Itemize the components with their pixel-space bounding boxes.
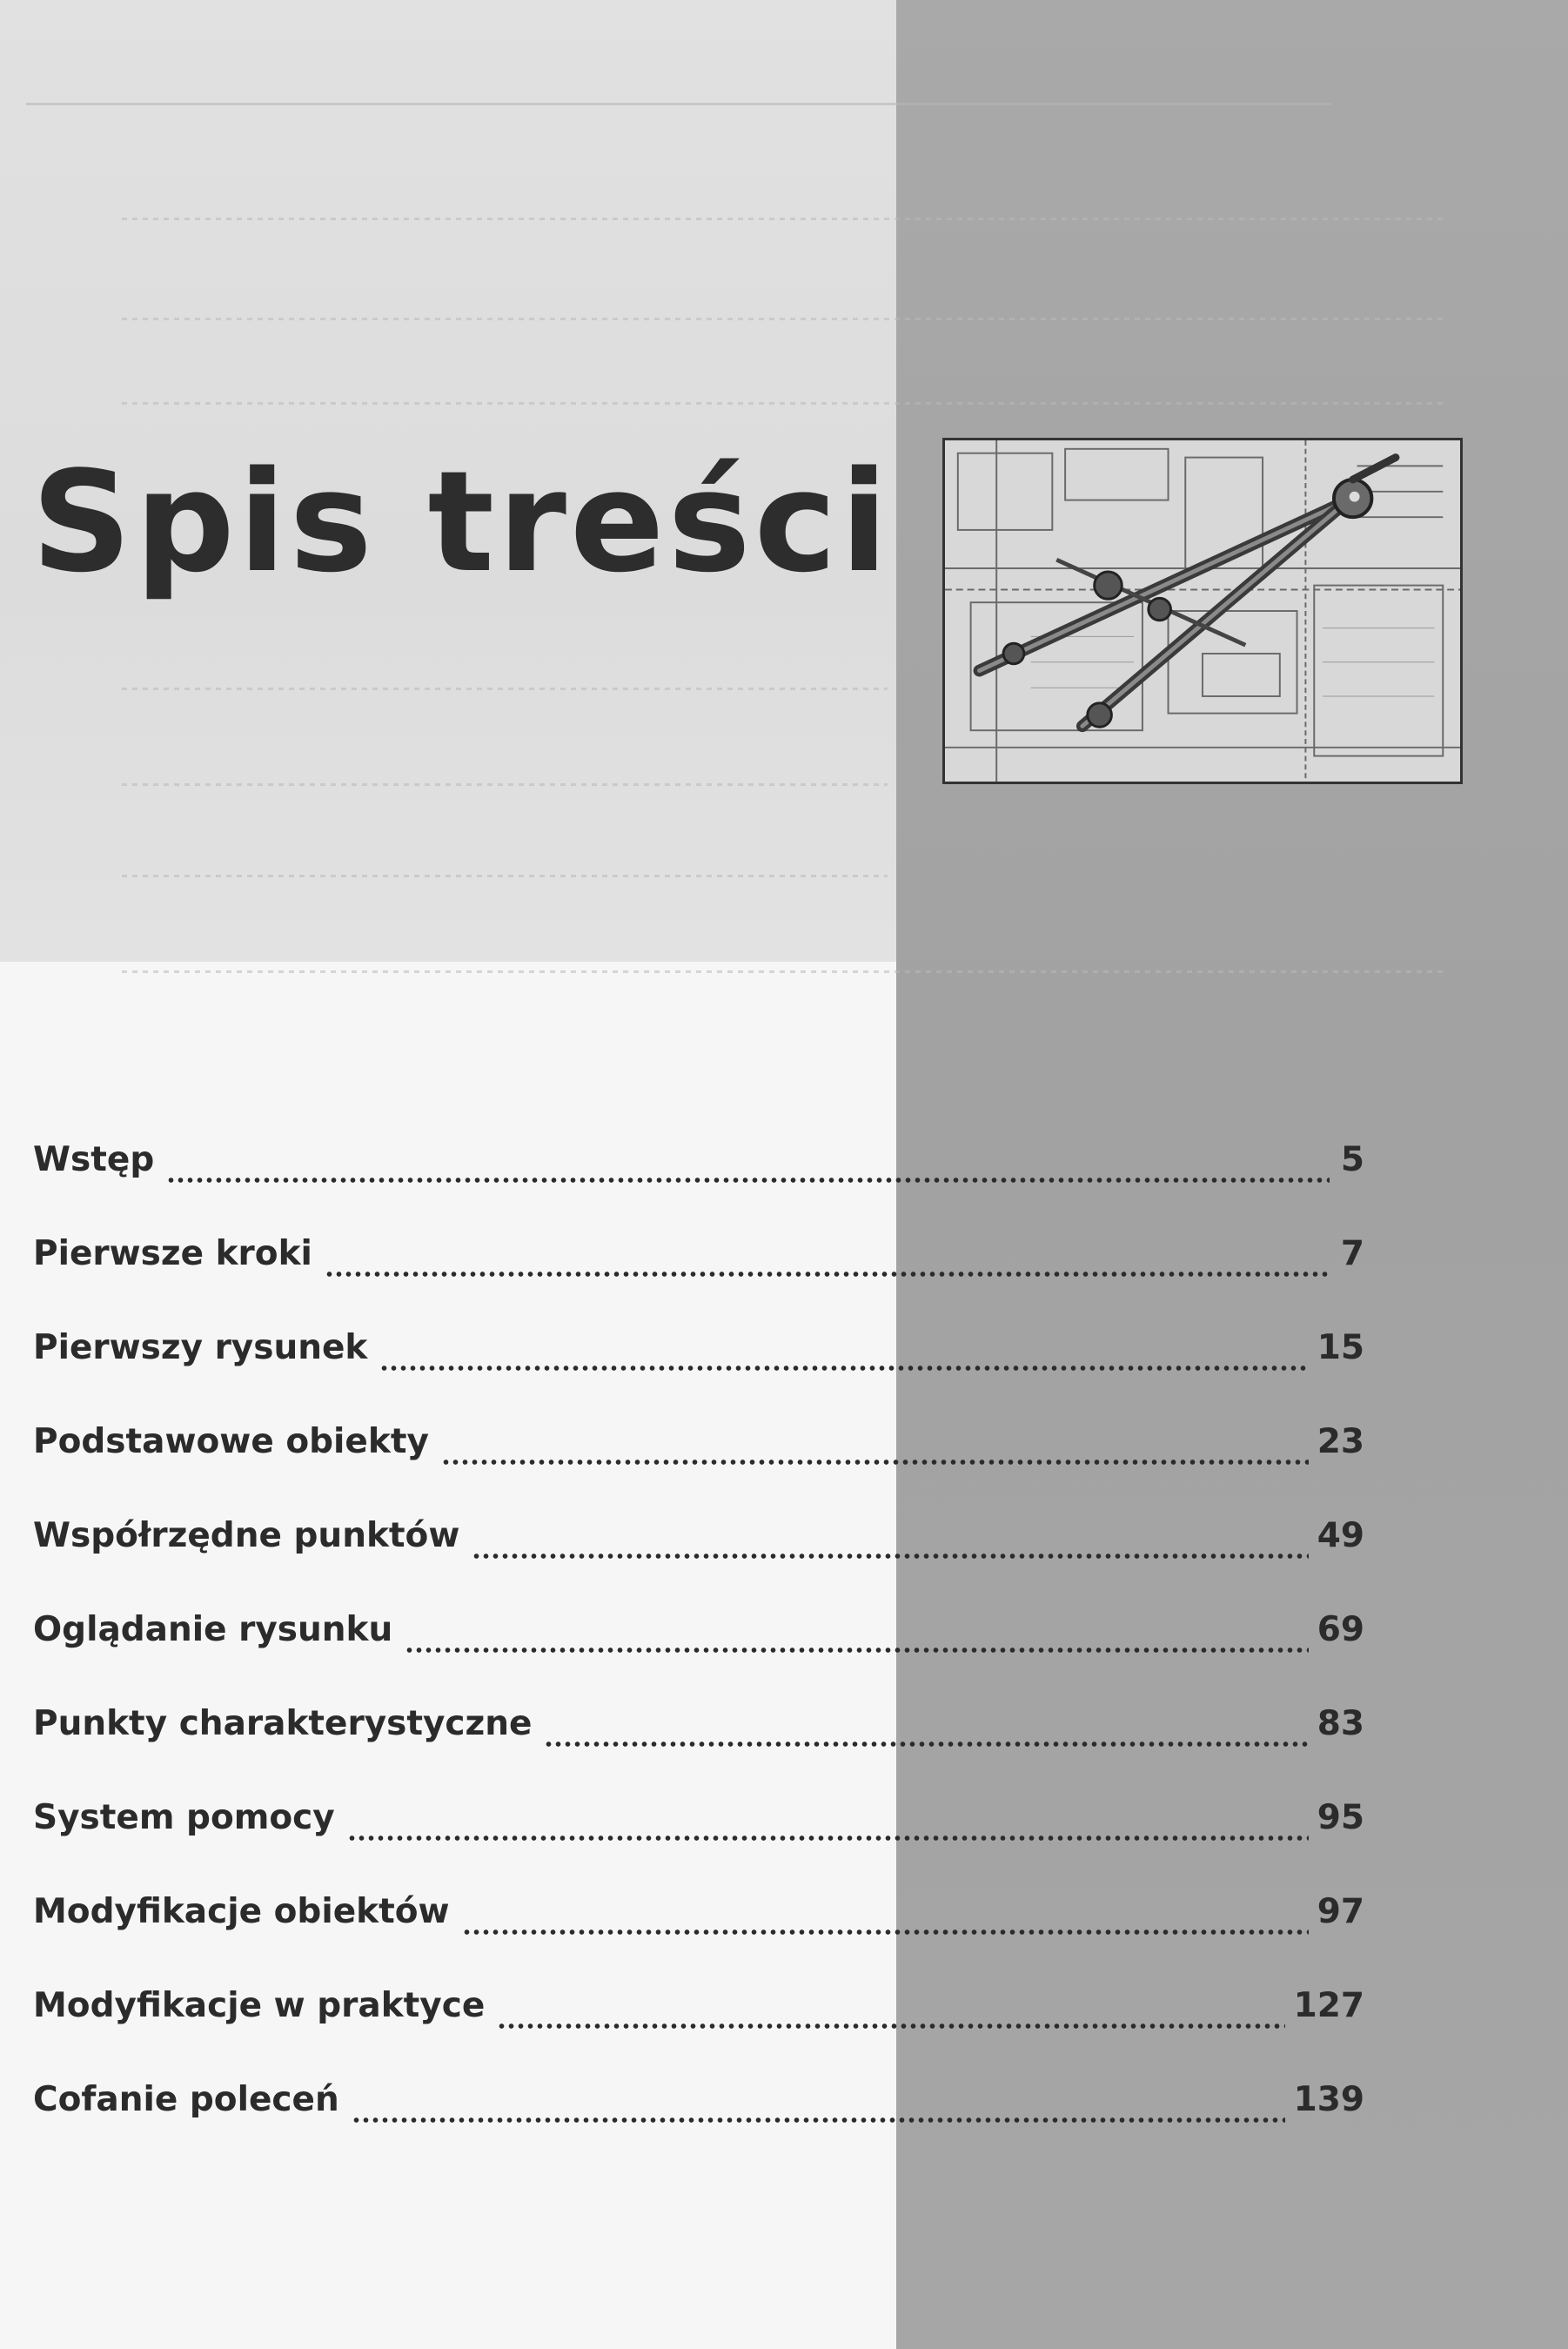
toc-dot-leader	[379, 1365, 1308, 1372]
bleed-through-line	[122, 970, 1444, 973]
bleed-through-rule	[26, 103, 1331, 105]
toc-dot-leader	[544, 1741, 1308, 1748]
toc-entry[interactable]	[33, 1986, 1364, 2038]
toc-dot-leader	[325, 1271, 1330, 1278]
toc-entry-title: Pierwsze kroki	[33, 1234, 312, 1273]
bleed-through-line	[122, 688, 888, 690]
toc-entry-page: 5	[1340, 1140, 1364, 1179]
toc-entry-page: 7	[1340, 1234, 1364, 1273]
page-title: Spis treści	[31, 440, 892, 603]
bleed-through-line	[122, 318, 1444, 320]
toc-dot-leader	[347, 1835, 1309, 1842]
toc-entry-page: 69	[1317, 1610, 1364, 1649]
toc-entry-page: 49	[1317, 1516, 1364, 1555]
toc-entry-page: 97	[1317, 1892, 1364, 1931]
toc-entry[interactable]	[33, 1892, 1364, 1944]
toc-dot-leader	[472, 1553, 1308, 1560]
toc-entry[interactable]	[33, 2080, 1364, 2132]
toc-dot-leader	[352, 2117, 1285, 2124]
toc-entry-title: Cofanie poleceń	[33, 2080, 339, 2119]
drafting-compass-on-blueprint-icon	[942, 438, 1463, 784]
toc-entry-title: Współrzędne punktów	[33, 1516, 460, 1555]
toc-entry-page: 139	[1293, 2080, 1364, 2119]
toc-entry-title: Punkty charakterystyczne	[33, 1704, 533, 1743]
toc-dot-leader	[462, 1929, 1309, 1936]
toc-entry-page: 15	[1317, 1328, 1364, 1367]
toc-entry-page: 127	[1293, 1986, 1364, 2025]
toc-entry[interactable]	[33, 1516, 1364, 1568]
toc-entry[interactable]	[33, 1704, 1364, 1756]
bleed-through-line	[122, 218, 1444, 220]
toc-entry-title: Modyfikacje w praktyce	[33, 1986, 486, 2025]
toc-entry[interactable]	[33, 1610, 1364, 1662]
toc-dot-leader	[405, 1647, 1308, 1654]
toc-dot-leader	[166, 1177, 1330, 1184]
toc-dot-leader	[441, 1459, 1309, 1466]
bleed-through-line	[122, 783, 888, 786]
toc-entry[interactable]	[33, 1140, 1364, 1192]
toc-entry-page: 83	[1317, 1704, 1364, 1743]
toc-entry-title: Wstęp	[33, 1140, 155, 1179]
toc-entry-title: Podstawowe obiekty	[33, 1422, 429, 1461]
toc-entry-title: Oglądanie rysunku	[33, 1610, 393, 1649]
toc-entry-page: 23	[1317, 1422, 1364, 1461]
toc-entry-title: System pomocy	[33, 1798, 335, 1837]
toc-entry-title: Modyfikacje obiektów	[33, 1892, 450, 1931]
bleed-through-line	[122, 875, 888, 877]
toc-entry[interactable]	[33, 1422, 1364, 1474]
toc-entry[interactable]	[33, 1798, 1364, 1850]
toc-entry-page: 95	[1317, 1798, 1364, 1837]
toc-entry-title: Pierwszy rysunek	[33, 1328, 368, 1367]
toc-entry[interactable]	[33, 1234, 1364, 1286]
toc-entry[interactable]	[33, 1328, 1364, 1380]
toc-dot-leader	[497, 2023, 1284, 2030]
bleed-through-line	[122, 402, 1444, 405]
